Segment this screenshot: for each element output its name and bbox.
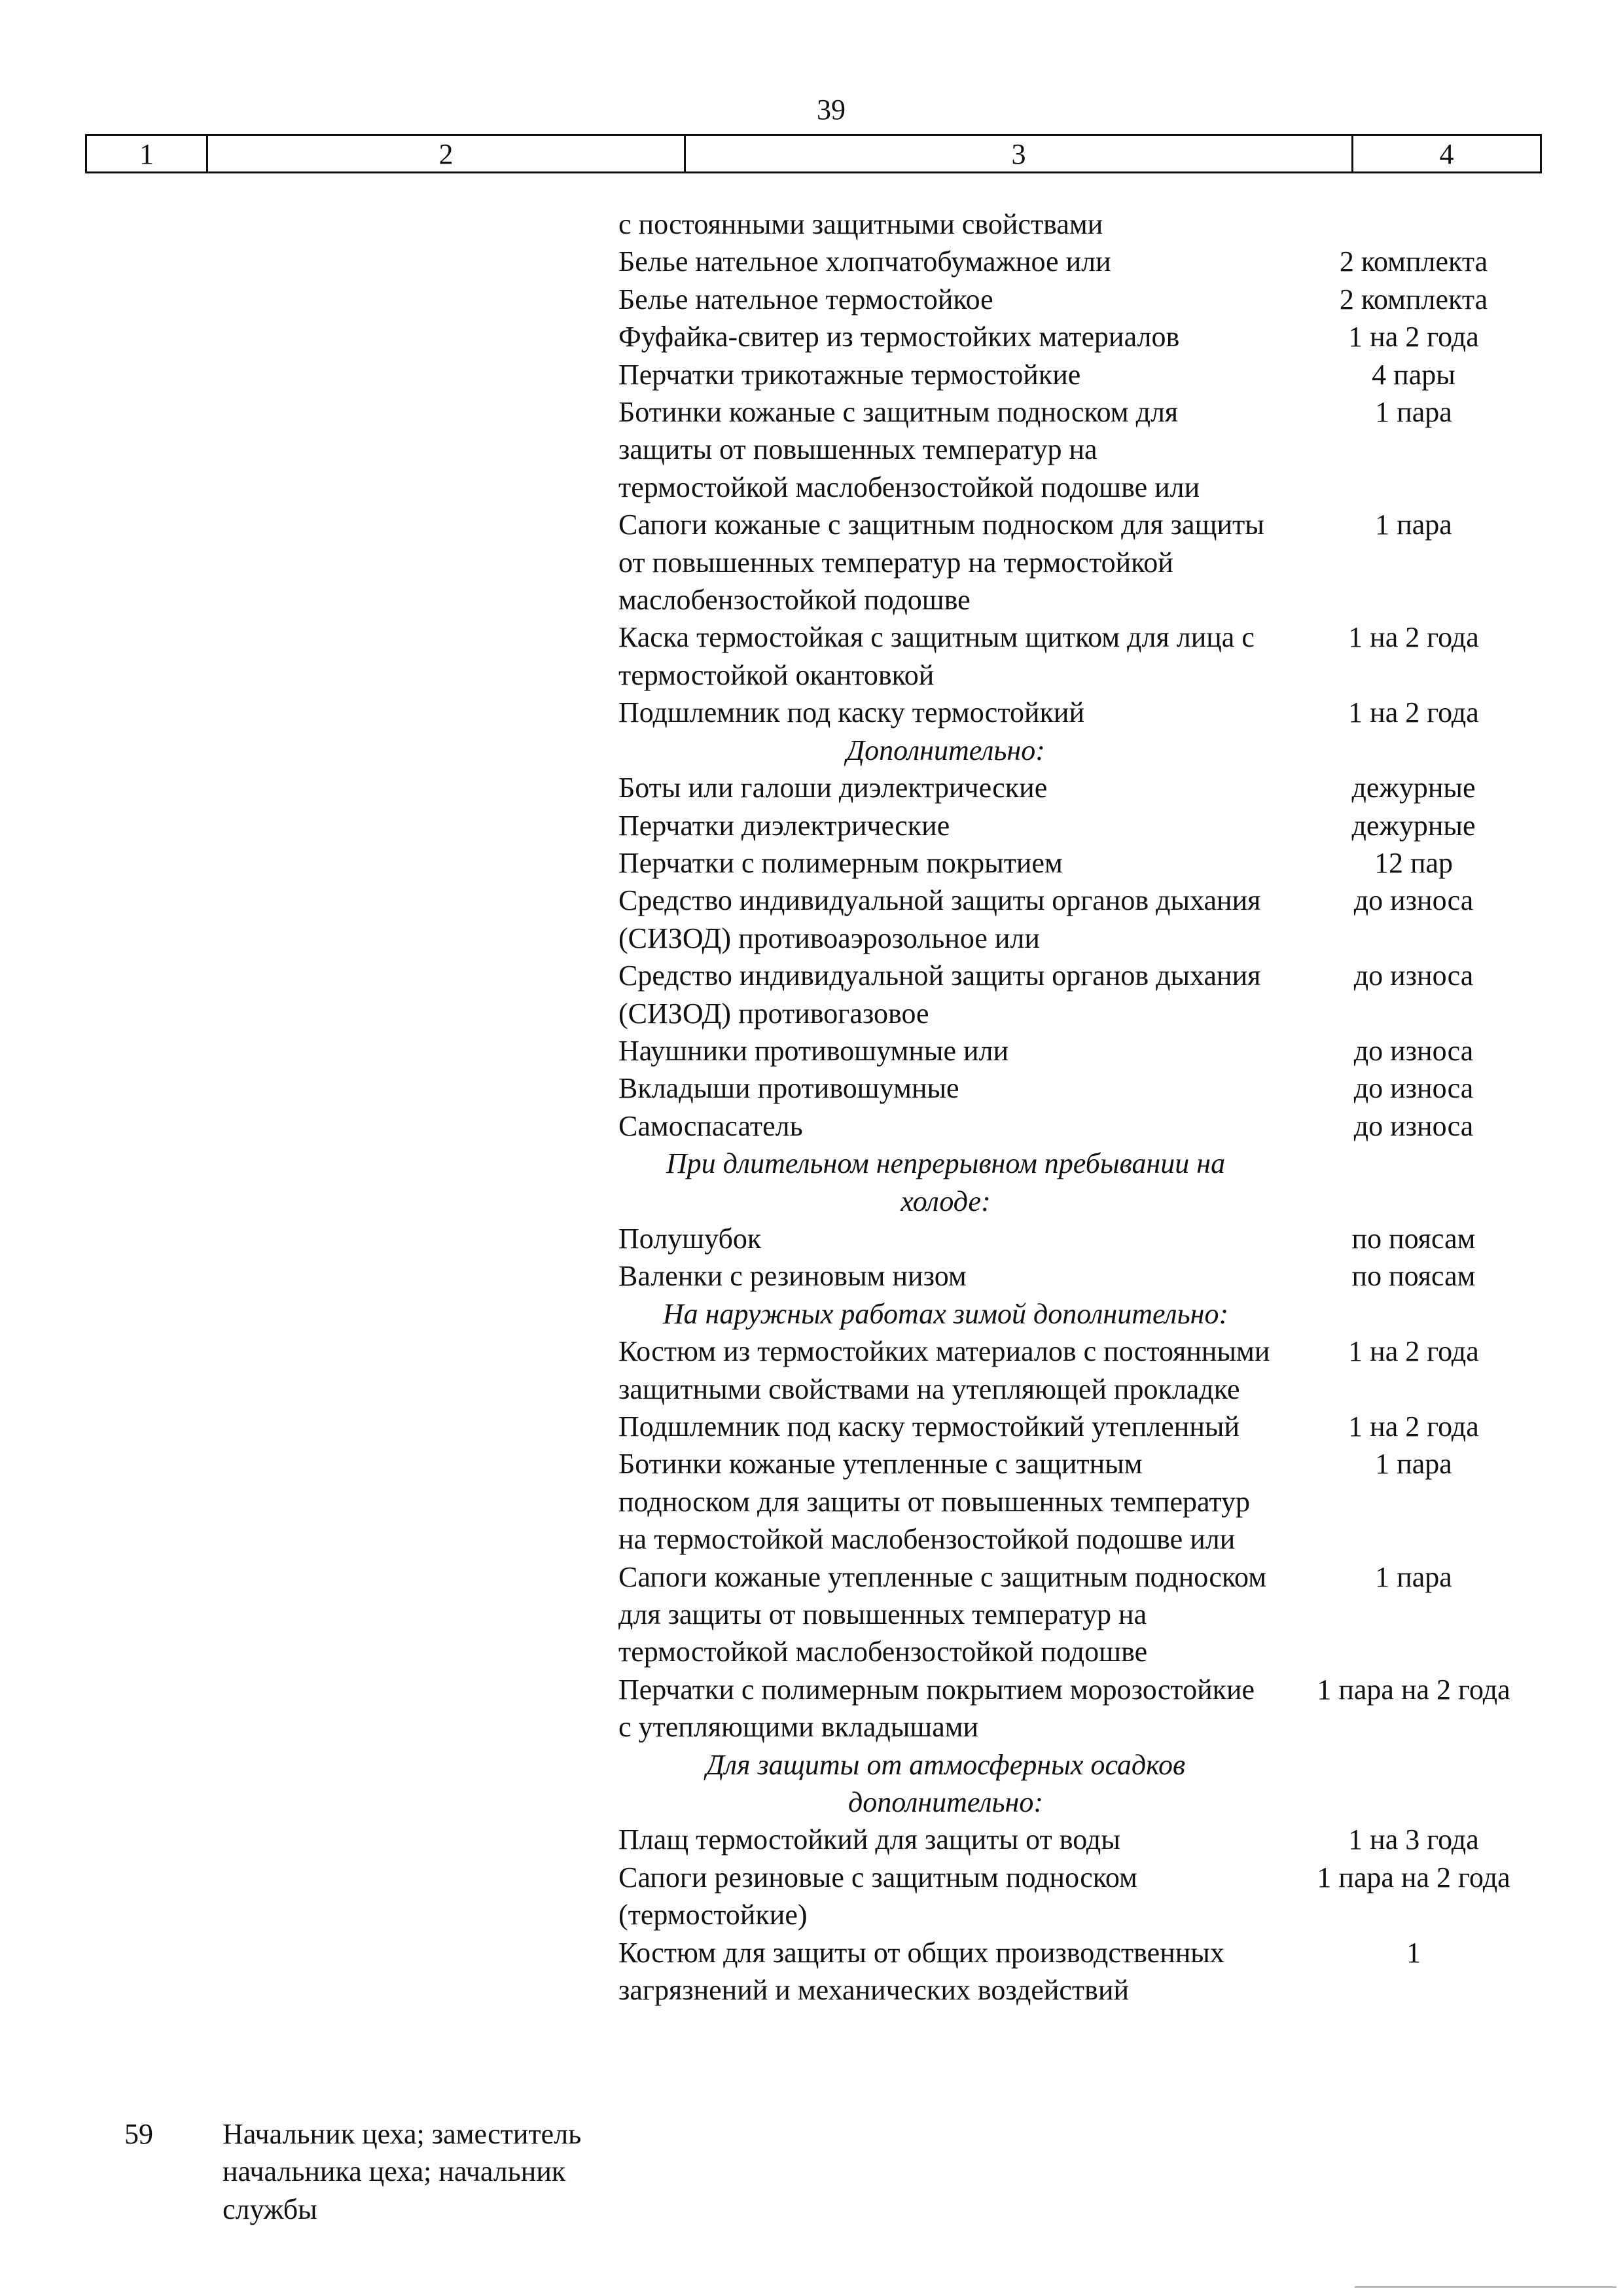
issue-norm: 1 [1406,1936,1421,1969]
issue-norm: дежурные [1351,809,1476,842]
entry-number: 59 [124,2118,153,2150]
scan-edge-mark [1355,2286,1616,2288]
table-row [618,769,1554,806]
item-name: Перчатки с полимерным покрытием морозостойкие с утепляющими вкладышами [618,1673,1255,1744]
issue-norm: по поясам [1351,1260,1476,1293]
table-row [618,393,1554,506]
page-number: 39 [817,94,846,126]
item-name: с постоянными защитными свойствами [618,208,1103,240]
item-name: Перчатки диэлектрические [618,809,950,842]
issue-norm: 1 пара [1375,1448,1452,1480]
issue-norm: до износа [1353,960,1474,992]
table-row [618,1445,1554,1558]
item-name: Перчатки с полимерным покрытием [618,846,1063,879]
table-row [618,1069,1554,1107]
issue-norm: до износа [1353,1072,1474,1105]
column-header-3: 3 [1011,138,1026,170]
section-heading [618,732,1554,769]
table-row [618,1107,1554,1145]
item-name: Полушубок [618,1222,762,1255]
item-name: Фуфайка-свитер из термостойких материалов [618,321,1180,353]
table-row [618,281,1554,318]
item-name: Сапоги кожаные утепленные с защитным подноском для защиты от повышенных температур на термостойкой маслобензостойкой подошве [618,1560,1267,1668]
issue-norm: 2 комплекта [1339,245,1488,278]
table-row [618,694,1554,731]
table-row [618,844,1554,882]
issue-norm: по поясам [1351,1222,1476,1255]
section-heading-text: Для защиты от атмосферных осадков дополнительно: [705,1748,1186,1819]
issue-norm: до износа [1353,1109,1474,1142]
item-name: Сапоги кожаные с защитным подноском для защиты от повышенных температур на термостойкой маслобензостойкой подошве [618,509,1264,617]
issue-norm: 1 на 2 года [1348,621,1479,654]
table-row [618,619,1554,694]
issue-norm: 1 пара [1375,1560,1452,1593]
issue-norm: до износа [1353,884,1474,917]
issue-norm: 12 пар [1374,846,1454,879]
item-name: Валенки с резиновым низом [618,1260,967,1293]
issue-norm: 1 пара [1375,509,1452,541]
item-name: Наушники противошумные или [618,1034,1009,1067]
table-row [618,957,1554,1032]
issue-norm: 2 комплекта [1339,283,1488,315]
issue-norm: 4 пары [1372,358,1455,391]
item-name: Костюм из термостойких материалов с постоянными защитными свойствами на утепляющей прокладке [618,1335,1270,1405]
table-row [618,882,1554,957]
item-name: Вкладыши противошумные [618,1072,959,1105]
table-row [618,356,1554,393]
issue-norm: 1 пара на 2 года [1317,1861,1510,1893]
table-row [618,1032,1554,1069]
item-name: Боты или галоши диэлектрические [618,772,1048,804]
column-header-4: 4 [1439,138,1454,170]
issue-norm: до износа [1353,1034,1474,1067]
column-header-1: 1 [139,138,154,170]
item-name: Самоспасатель [618,1109,803,1142]
item-name: Костюм для защиты от общих производственных загрязнений и механических воздействий [618,1936,1224,2007]
issue-norm: 1 на 2 года [1348,1335,1479,1368]
item-name: Перчатки трикотажные термостойкие [618,358,1081,391]
item-name: Подшлемник под каску термостойкий [618,696,1084,729]
table-row [618,506,1554,619]
table-row [618,1671,1554,1746]
item-name: Сапоги резиновые с защитным подноском (термостойкие) [618,1861,1137,1931]
table-row [618,1821,1554,1858]
ppe-item-list [618,206,1554,2009]
column-header-row [85,134,1542,173]
item-name: Белье нательное хлопчатобумажное или [618,245,1111,278]
table-row [618,807,1554,844]
table-row [618,1934,1554,2009]
issue-norm: дежурные [1351,772,1476,804]
section-heading [618,1295,1554,1333]
table-row [618,1558,1554,1671]
issue-norm: 1 на 2 года [1348,696,1479,729]
table-row [618,206,1554,243]
issue-norm: 1 пара [1375,396,1452,429]
table-row [618,243,1554,280]
section-heading [618,1746,1554,1821]
table-row [618,1408,1554,1445]
section-heading-text: Дополнительно: [846,734,1045,766]
section-heading-text: При длительном непрерывном пребывании на холоде: [666,1147,1226,1217]
issue-norm: 1 на 3 года [1348,1823,1479,1856]
item-name: Ботинки кожаные утепленные с защитным подноском для защиты от повышенных температур на термостойкой маслобензостойкой подошве или [618,1448,1251,1556]
item-name: Белье нательное термостойкое [618,283,993,315]
item-name: Средство индивидуальной защиты органов дыхания (СИЗОД) противоаэрозольное или [618,884,1261,954]
section-heading-text: На наружных работах зимой дополнительно: [662,1297,1229,1330]
issue-norm: 1 пара на 2 года [1317,1673,1510,1706]
item-name: Ботинки кожаные с защитным подноском для защиты от повышенных температур на термостойкой маслобензостойкой подошве или [618,396,1200,503]
item-name: Подшлемник под каску термостойкий утепленный [618,1410,1240,1443]
column-header-2: 2 [438,138,454,170]
table-row [618,1333,1554,1408]
table-row [618,318,1554,355]
item-name: Плащ термостойкий для защиты от воды [618,1823,1120,1856]
section-heading [618,1145,1554,1220]
profession-name: Начальник цеха; заместитель начальника цеха; начальник службы [223,2118,582,2225]
table-row [618,1220,1554,1257]
table-row [618,1257,1554,1295]
issue-norm: 1 на 2 года [1348,321,1479,353]
item-name: Каска термостойкая с защитным щитком для лица с термостойкой окантовкой [618,621,1255,691]
item-name: Средство индивидуальной защиты органов дыхания (СИЗОД) противогазовое [618,960,1261,1030]
issue-norm: 1 на 2 года [1348,1410,1479,1443]
table-row [618,1859,1554,1934]
